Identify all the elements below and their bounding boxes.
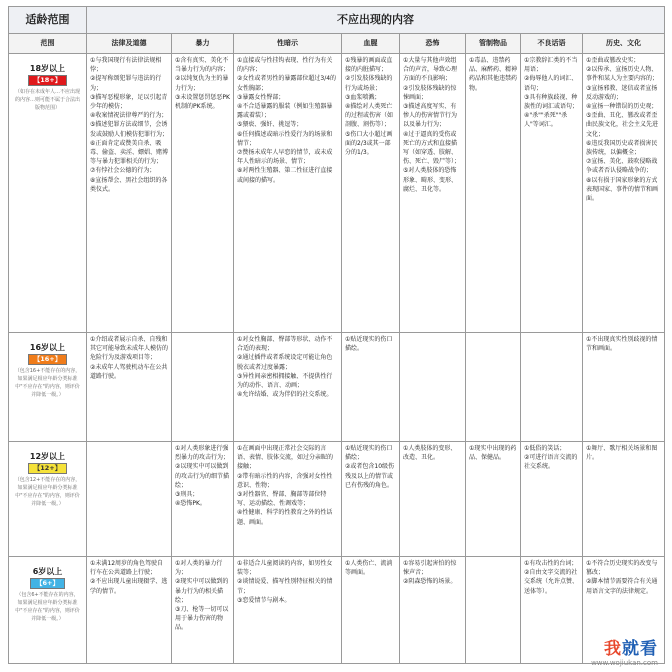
rule-cell <box>521 442 583 557</box>
rule-item: ②以传承、宣扬历史人物、事件和某人为主要内容的； <box>586 66 659 83</box>
column-header: 不良话语 <box>521 34 583 54</box>
rule-item: ④"杀""杀死""杀人"等词汇。 <box>524 112 568 129</box>
rule-cell <box>87 54 172 333</box>
rule-item: ②引发肢体残缺的行为或场景； <box>345 75 393 92</box>
rule-item: ④过于逼真的受伤或死亡的方式和直接描写（如穿透、肢解、伤、死亡、毁尸等）； <box>403 130 461 166</box>
rule-item: ⑧宣扬帮会、黑社会组织的各类仪式。 <box>90 176 168 193</box>
rule-item: ①歪曲或篡改史实； <box>586 57 640 64</box>
rule-item: ④允许结婚、或为伴侣的社交系统。 <box>237 391 333 399</box>
rule-item: ①含有真实、美化不当暴力行为的内容； <box>175 57 230 74</box>
rule-item: ③异性间亲密相拥接触、不提供性行为的动作、语言、动画； <box>237 372 333 390</box>
rule-item: ③恋爱情节与剧本。 <box>237 596 291 604</box>
rule-item: ①宗教辞汇类的不当用语； <box>524 57 578 74</box>
rule-item: ①容易引起害怕的惊悚声音； <box>403 560 457 577</box>
age-label: 12岁以上 <box>29 452 66 461</box>
age-rating-badge: 【6+】 <box>30 578 65 589</box>
rule-cell <box>342 333 400 442</box>
rule-item: ③暴露女性臀部； <box>237 93 285 101</box>
age-rating-cell <box>9 54 87 333</box>
age-note: （如存在未成年人…不应出现的内容…则可能不属于合法出版物范围） <box>14 89 80 111</box>
rule-item: ②引发肢体残缺的惊悚画面； <box>403 84 457 101</box>
rule-cell <box>400 557 466 664</box>
rule-item: ②侮辱他人的词汇、语句； <box>524 75 578 92</box>
rule-cell <box>234 557 342 664</box>
rule-cell <box>521 557 583 664</box>
rule-item: ①贴近现实的伤口描绘； <box>345 445 393 462</box>
rule-item: ③具有种族歧视、种族性的词汇或语句； <box>524 93 579 111</box>
table-row <box>9 54 665 333</box>
table-row <box>9 557 665 664</box>
rule-item: ①贴近现实的伤口描绘。 <box>345 336 393 353</box>
rule-item: ④性健康、科学的性教育之外的性话题、画面。 <box>237 509 333 526</box>
rule-cell <box>466 333 521 442</box>
age-label: 16岁以上 <box>29 343 66 352</box>
watermark-url: www.wojiukan.com <box>591 659 658 667</box>
rule-cell <box>234 442 342 557</box>
rule-item: ②以纯复仇为主的暴力行为； <box>175 75 229 92</box>
column-header: 法律及道德 <box>87 34 172 54</box>
column-header: 暴力 <box>172 34 234 54</box>
content-rating-table <box>8 6 665 664</box>
rule-item: ①舞厅、歌厅相关场景和图片。 <box>586 445 658 462</box>
rule-item: ①非适合儿童阅读的内容，如男性女装等； <box>237 560 333 577</box>
column-header: 性暗示 <box>234 34 342 54</box>
rule-item: ①未满12周岁的角色驾驶自行车在公共道路上行驶； <box>90 560 164 577</box>
rule-item: ②自由文字交流的社交系统（允许点赞、送体等）。 <box>524 569 579 595</box>
rule-cell <box>400 442 466 557</box>
rule-item: ②未成年人驾驶机动车在公共道路行驶。 <box>90 363 168 380</box>
table-row <box>9 333 665 442</box>
rule-item: ⑦宣扬、美化、鼓吹侵略战争或者否认侵略战争的； <box>586 158 658 175</box>
column-header: 历史、文化 <box>583 34 665 54</box>
rule-item: ⑤对人类肢体的恐怖形象、畸形、变形、腐烂、丑化等。 <box>403 167 458 193</box>
age-note: （包含16+不能存在的内容，如果满足相应年龄分类标准中"不应存在"的内容，则评价并降低一级。） <box>14 368 81 398</box>
column-header: 恐怖 <box>400 34 466 54</box>
rule-item: ②女性或者男性的暴露部位超过3/4的女性胸部； <box>237 75 337 92</box>
rule-item: ①毒品、违禁药品、麻醉药、精神药品和其他违禁药物。 <box>469 57 518 92</box>
rule-item: ①低俗的笑话； <box>524 445 566 452</box>
rule-item: ⑧以有损于国家形象的方式表现国家、事件的情节和画面。 <box>586 176 659 203</box>
age-rating-cell <box>9 557 87 664</box>
age-label: 6岁以上 <box>32 567 63 576</box>
site-watermark <box>591 640 658 668</box>
rule-cell <box>87 333 172 442</box>
rule-item: ③未设置惩罚惩恶PK机制的PK系统。 <box>175 93 230 111</box>
rule-item: ④收案情祝法律尊严的行为； <box>90 112 168 120</box>
rule-item: ①大量与其他声效组合的声音，导致心理方面的不良影响； <box>403 57 458 83</box>
rule-item: ③对性器官、臀部、胸部等部位特写、运动描绘、性调戏等； <box>237 491 327 508</box>
column-header: 范围 <box>9 34 87 54</box>
rule-item: ①有攻击性的台词； <box>524 560 578 567</box>
rule-item: ①与我国现行有法律法规相悖； <box>90 57 162 74</box>
rule-cell <box>172 54 234 333</box>
rule-item: ③刀、枪等一切可以用于暴力伤害的物品。 <box>175 606 229 632</box>
rule-item: ③描写恶棍形象，足以引起青少年的模仿； <box>90 93 168 111</box>
rule-cell <box>583 442 665 557</box>
rule-cell <box>342 557 400 664</box>
rule-item: ②可进行语言交流的社交系统。 <box>524 454 578 471</box>
rule-item: ①对人类形象进行强烈暴力的攻击行为； <box>175 445 230 462</box>
rule-cell <box>172 557 234 664</box>
rule-cell <box>234 54 342 333</box>
rule-item: ⑥违反我国历史或者损害民族传统，以偏概全； <box>586 139 658 157</box>
rule-item: ⑤伤口大小超过画面的2/3或其一部分的1/3。 <box>345 130 393 157</box>
rule-cell <box>400 333 466 442</box>
rule-item: ④宣扬一种错误的历史观； <box>586 103 658 111</box>
rule-item: ③宣扬邪教、迷信或者宣扬反动游戏的； <box>586 84 658 101</box>
rule-item: ⑤猥亵、强奸、挑逗等； <box>237 121 303 129</box>
rule-item: ②脚本情节需要符合有关通用语言文字的法律规定。 <box>586 578 658 595</box>
rule-item: ⑤歪曲、丑化、篡改或者歪曲民族文化，社会主义先进文化； <box>586 112 659 138</box>
age-note: （包含12+不能存在的内容，如果满足相应年龄分类标准中"不应存在"的内容，则评价并降低一级。） <box>14 477 81 507</box>
age-rating-badge: 【18+】 <box>28 75 68 86</box>
rule-item: ⑦赞扬未成年人早恋的情节，或未成年人性暗示的场景、情节； <box>237 149 333 166</box>
rule-cell <box>234 333 342 442</box>
rule-item: ①人类肢体的变形、改造、丑化。 <box>403 445 457 462</box>
rule-item: ①残暴的画面或直接的内脏描写； <box>345 57 393 74</box>
age-rating-badge: 【12+】 <box>28 463 68 474</box>
age-note: （包含6+不能存在的内容，如果满足相应年龄分类标准中"不应存在"的内容，则评价并降低一级。） <box>15 592 80 622</box>
rule-item: ①在画面中出现正常社会交际的言语、表情、肢体交流，如过分亲昵的接触； <box>237 445 334 471</box>
rule-item: ②带有暗示性的内容，含强对女性性意识、性物； <box>237 472 333 489</box>
age-rating-cell <box>9 333 87 442</box>
table-row <box>9 442 665 557</box>
rule-item: ②现实中可以做到的暴力行为的相关描绘； <box>175 578 229 604</box>
rule-item: ⑤描述犯罪方法或细节，会诱发或鼓励人们模仿犯罪行为； <box>90 121 169 138</box>
rule-item: ①介绍或者展示自杀、自残和其它可能导致未成年人模仿的危险行为及游戏项目等； <box>90 336 169 362</box>
rule-item: ②以现实中可以做到的攻击行为的细节描绘； <box>175 463 230 489</box>
rule-item: ②或者包含10级伤残及以上的情节或已有伤残的角色。 <box>345 463 395 489</box>
rule-cell <box>583 333 665 442</box>
rule-item: ③刑具； <box>175 491 199 499</box>
rule-item: ④描绘对人类死亡的过程或伤害（如剖腹、割伤等）； <box>345 103 394 129</box>
rule-item: ①不出现真实性别歧视的情节和画面。 <box>586 336 658 353</box>
rule-cell <box>400 54 466 333</box>
rule-item: ①对女性胸部、臀部等形状、动作不合适的表现； <box>237 336 333 353</box>
column-header: 管制物品 <box>466 34 521 54</box>
rule-item: ④恐怖PK。 <box>175 500 206 508</box>
rule-item: ①人类伤亡、流淌等画面。 <box>345 560 393 577</box>
rule-cell <box>466 557 521 664</box>
rule-item: ②提写称颂犯罪与违法的行为； <box>90 75 162 92</box>
rule-item: ⑥任何描述或暗示性爱行为的场景和情节； <box>237 130 333 147</box>
rule-item: ①不符合历史现实的改变与篡改； <box>586 560 658 577</box>
rule-item: ③血浆喷溅； <box>345 93 381 101</box>
rule-item: ①现实中出现的药品、保健品。 <box>469 445 517 462</box>
rule-cell <box>172 442 234 557</box>
rule-cell <box>583 54 665 333</box>
rule-cell <box>342 442 400 557</box>
rule-cell <box>87 557 172 664</box>
rule-item: ⑥正面肯定或赞美自杀、吸毒、偷盗、卖淫、嫖娼、赌博等与暴力犯罪相关的行为； <box>90 139 169 166</box>
rule-cell <box>87 442 172 557</box>
column-header: 血腥 <box>342 34 400 54</box>
rule-cell <box>521 54 583 333</box>
rule-cell <box>521 333 583 442</box>
watermark-logo: 我就看 <box>604 639 658 659</box>
rule-item: ②谈情说爱、描写性别特征相关的情节； <box>237 578 333 595</box>
age-label: 18岁以上 <box>29 64 66 73</box>
rule-item: ①直接或与性挂钩表现、性行为有关的内容； <box>237 57 333 74</box>
forbidden-content-header: 不应出现的内容 <box>87 7 665 34</box>
age-range-header: 适龄范围 <box>9 7 87 34</box>
age-rating-badge: 【16+】 <box>28 354 68 365</box>
rule-cell <box>466 54 521 333</box>
age-rating-cell <box>9 442 87 557</box>
rule-item: ②阴森恐怖的场景。 <box>403 578 457 586</box>
rule-item: ⑧对两性生殖器、第二性征进行直接或间接的描写。 <box>237 167 333 184</box>
rule-item: ②不应出现儿童出现辍学、逃学的情节。 <box>90 578 168 595</box>
rule-cell <box>342 54 400 333</box>
rule-item: ⑦有悖社会公德的行为； <box>90 167 156 175</box>
rule-item: ①对人类的暴力行为； <box>175 560 223 577</box>
rule-cell <box>466 442 521 557</box>
rule-item: ②通过插件或者系统设定可能让角色脱衣或者过度暴露； <box>237 354 333 371</box>
rule-cell <box>172 333 234 442</box>
rule-item: ③描述高度写实、有惨人的伤害情节行为以及暴力行为； <box>403 103 458 129</box>
rule-item: ④不合适暴露的服装（例如生殖器暴露或着装）； <box>237 103 333 120</box>
